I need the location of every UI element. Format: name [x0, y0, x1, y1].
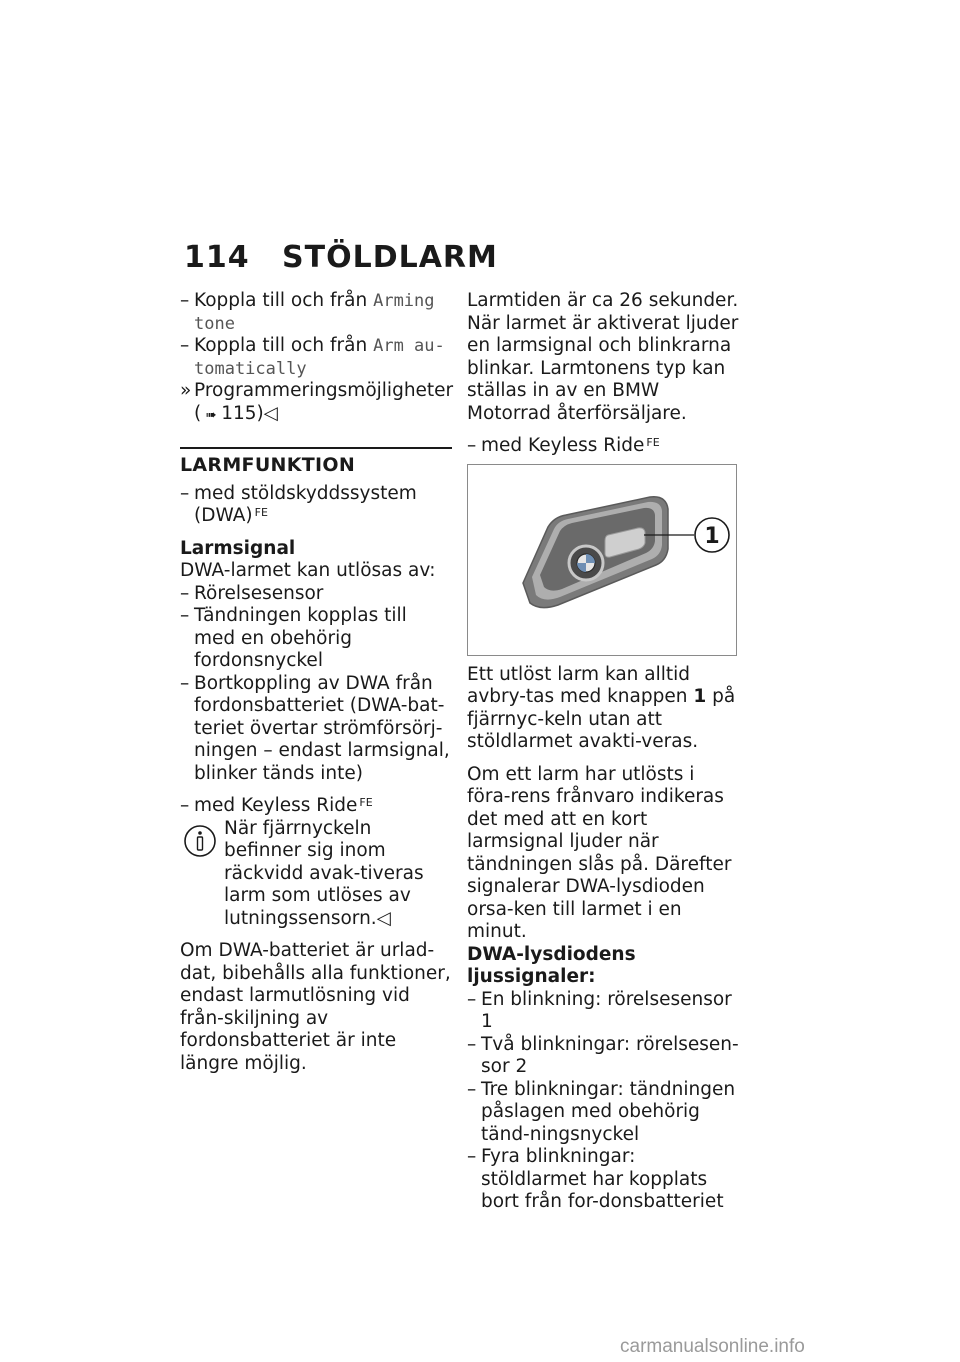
dash-marker: –: [180, 672, 190, 694]
button-reference: 1: [693, 686, 707, 707]
item-text: Koppla till och från: [194, 290, 374, 311]
item-text: Två blinkningar: rörelsesen-sor 2: [481, 1033, 739, 1077]
list-item: [467, 1079, 739, 1147]
left-column: [180, 290, 452, 1075]
dash-marker: –: [180, 482, 190, 504]
feature-superscript: FE: [359, 796, 373, 809]
dash-marker: –: [180, 290, 190, 311]
item-text: Rörelsesensor: [194, 582, 324, 604]
setting-code: Arm au-tomatically: [194, 336, 445, 379]
item-text: Tändningen kopplas till med en obehörig fordonsnyckel: [194, 605, 407, 671]
dash-marker: –: [180, 335, 190, 356]
requirement-text: med Keyless Ride: [194, 795, 358, 816]
page-header: [184, 240, 498, 275]
right-column: [467, 290, 739, 1214]
subsection-heading: DWA-lysdiodens ljussignaler:: [467, 943, 636, 987]
item-text: En blinkning: rörelsesensor 1: [481, 988, 732, 1032]
end-mark: ◁: [263, 402, 278, 424]
page-reference[interactable]: 115: [221, 402, 257, 424]
arrow-right-icon: ➠: [205, 407, 217, 423]
list-item: [180, 583, 452, 606]
end-mark: ◁: [376, 907, 391, 929]
list-item: [180, 335, 452, 380]
requirement-text: med stöldskyddssystem (DWA): [194, 482, 417, 526]
dash-marker: –: [467, 1078, 477, 1100]
dash-marker: –: [467, 435, 477, 456]
info-note-text: När fjärrnyckeln befinner sig inom räckvidd avak-tiveras larm som utlöses av lutningssensorn.: [224, 817, 424, 929]
figure-callout: 1: [704, 523, 720, 549]
item-text: Fyra blinkningar: stöldlarmet har kopplats bort från for-donsbatteriet: [481, 1146, 724, 1212]
list-item: [467, 1146, 739, 1214]
info-icon: [182, 823, 218, 859]
item-text: Koppla till och från: [194, 335, 374, 356]
paragraph: DWA-larmet kan utlösas av:: [180, 560, 436, 581]
dash-marker: –: [467, 1033, 477, 1055]
requirement-item: [467, 435, 739, 458]
watermark: carmanualsonline.info: [620, 1336, 805, 1357]
dash-marker: –: [180, 605, 190, 626]
list-item: [180, 290, 452, 335]
setting-code: Arming tone: [194, 291, 435, 334]
paragraph: Ett utlöst larm kan alltid avbry-tas med knappen 1 på fjärrnyc-keln utan att stöldlarmet avakti-veras.: [467, 663, 736, 752]
key-fob-illustration: [468, 465, 736, 655]
page-title: STÖLDLARM: [282, 240, 498, 275]
info-note: [180, 818, 452, 931]
item-text: Bortkoppling av DWA från fordonsbatteriet (DWA-bat-teriet övertar strömförsörj-ningen – endast larmsignal, blinker tänds inte): [194, 672, 450, 784]
feature-superscript: FE: [254, 506, 268, 519]
requirement-item: [180, 795, 452, 818]
dash-marker: –: [180, 795, 190, 816]
cross-reference[interactable]: » Programmeringsmöjligheter ( ➠ 115)◁: [180, 380, 452, 427]
dash-marker: –: [467, 1146, 477, 1167]
paragraph: Larmtiden är ca 26 sekunder. När larmet är aktiverat ljuder en larmsignal och blinkrarna blinkar. Larmtonens typ kan ställas in av en BMW Motorrad återförsäljare.: [467, 290, 739, 424]
dash-marker: –: [467, 988, 477, 1010]
dash-marker: –: [180, 582, 190, 604]
item-text: Tre blinkningar: tändningen påslagen med obehörig tänd-ningsnyckel: [481, 1078, 736, 1145]
page-number: 114: [184, 240, 250, 275]
list-item: [180, 673, 452, 786]
feature-superscript: FE: [646, 436, 660, 449]
subsection-heading: Larmsignal: [180, 537, 296, 559]
paragraph: Om DWA-batteriet är urlad-dat, bibehålls alla funktioner, endast larmutlösning vid från-skiljning av fordonsbatteriet är inte längre möjlig.: [180, 940, 451, 1074]
list-item: [467, 1034, 739, 1079]
section-divider: [180, 447, 452, 449]
cross-reference-text: Programmeringsmöjligheter: [194, 380, 454, 401]
requirement-item: [180, 483, 452, 528]
list-item: [180, 605, 452, 673]
list-item: [467, 989, 739, 1034]
chevron-marker: »: [180, 380, 192, 401]
section-title: LARMFUNKTION: [180, 454, 356, 476]
key-fob-figure: [467, 464, 737, 656]
requirement-text: med Keyless Ride: [481, 435, 645, 456]
paragraph: Om ett larm har utlösts i föra-rens frånvaro indikeras det med att en kort larmsignal ljuder när tändningen slås på. Därefter signalerar DWA-lysdioden orsa-ken till larmet i en minut.: [467, 763, 732, 942]
